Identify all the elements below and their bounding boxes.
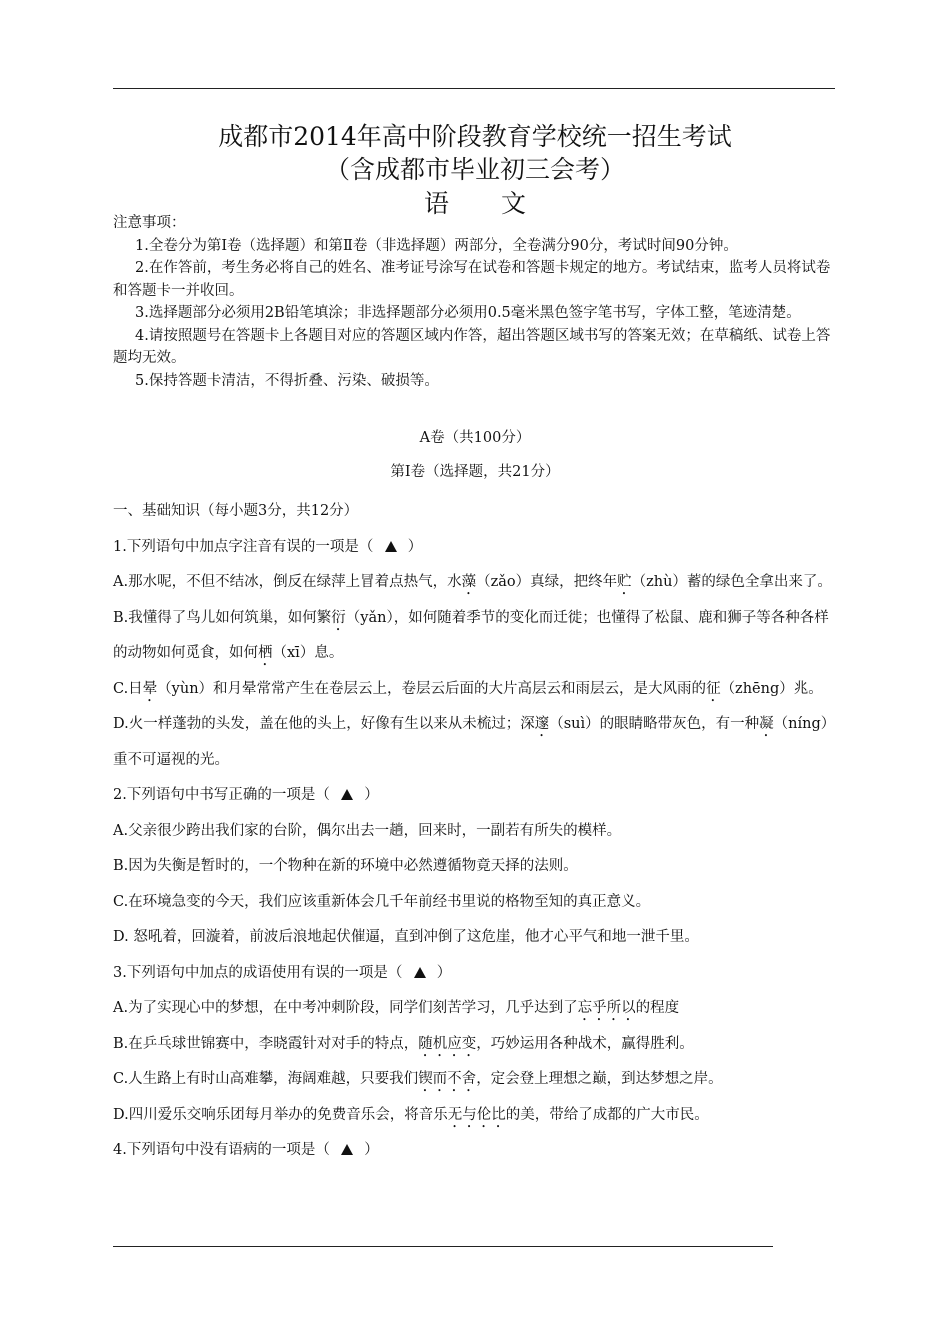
question-2-option-d: D. 怒吼着，回漩着，前波后浪地起伏催逼，直到冲倒了这危崖，他才心平气和地一泄千里。 xyxy=(113,929,699,945)
answer-triangle-icon xyxy=(414,967,426,978)
question-3-option-d: D.四川爱乐交响乐团每月举办的免费音乐会，将音乐无与伦比的美，带给了成都的广大市民。 xyxy=(113,1106,709,1123)
notice-item: 5.保持答题卡清洁，不得折叠、污染、破损等。 xyxy=(135,372,439,389)
question-3-option-a: A.为了实现心中的梦想，在中考冲刺阶段，同学们刻苦学习，几乎达到了忘乎所以的程度 xyxy=(113,1000,680,1016)
notice-block xyxy=(113,212,837,392)
answer-triangle-icon xyxy=(385,541,397,552)
question-2-option-a: A.父亲很少跨出我们家的台阶，偶尔出去一趟，回来时，一副若有所失的模样。 xyxy=(113,822,622,839)
question-1-option-a: A.那水呢，不但不结冰，倒反在绿萍上冒着点热气，水藻（zǎo）真绿，把终年贮（zhù）蓄的绿色全拿出来了。 xyxy=(113,574,832,590)
question-1-stem: 1.下列语句中加点字注音有误的一项是（ ） xyxy=(113,538,423,555)
exam-subtitle: （含成都市毕业初三会考） xyxy=(324,155,625,184)
question-1-option-b: B.我懂得了鸟儿如何筑巢，如何繁衍（yǎn），如何随着季节的变化而迁徙；也懂得了松鼠、鹿和狮子等各种各样的动物如何觅食，如何栖（xī）息。 xyxy=(113,609,829,661)
part-1-heading: 第Ⅰ卷（选择题，共21分） xyxy=(390,464,560,480)
question-3-option-b: B.在乒乓球世锦赛中，李晓霞针对对手的特点，随机应变，巧妙运用各种战术，赢得胜利。 xyxy=(113,1035,694,1052)
question-1-option-c: C.日晕（yùn）和月晕常常产生在卷层云上，卷层云后面的大片高层云和雨层云，是大风雨的征（zhēng）兆。 xyxy=(113,680,823,697)
subject-title: 语文 xyxy=(423,189,578,218)
question-4-stem: 4.下列语句中没有语病的一项是（ ） xyxy=(113,1142,379,1158)
question-2-option-b: B.因为失衡是暂时的，一个物种在新的环境中必然遵循物竟天择的法则。 xyxy=(113,858,578,874)
volume-a-heading: A卷（共100分） xyxy=(419,430,531,446)
question-3-option-c: C.人生路上有时山高难攀，海阔难越，只要我们锲而不舍，定会登上理想之巅，到达梦想之岸。 xyxy=(113,1071,723,1087)
question-3-stem: 3.下列语句中加点的成语使用有误的一项是（ ） xyxy=(113,964,452,981)
question-2-stem: 2.下列语句中书写正确的一项是（ ） xyxy=(113,787,379,803)
answer-triangle-icon xyxy=(341,789,353,800)
question-area xyxy=(113,494,839,1169)
bottom-rule xyxy=(113,1246,773,1247)
notice-item: 3.选择题部分必须用2B铅笔填涂；非选择题部分必须用0.5毫米黑色签字笔书写，字体工整，笔迹清楚。 xyxy=(135,305,801,321)
question-1-option-d: D.火一样蓬勃的头发，盖在他的头上，好像有生以来从未梳过；深邃（suì）的眼睛略带灰色，有一种凝（níng）重不可逼视的光。 xyxy=(113,716,836,768)
question-2-option-c: C.在环境急变的今天，我们应该重新体会几千年前经书里说的格物至知的真正意义。 xyxy=(113,893,651,910)
top-rule xyxy=(113,88,835,89)
notice-item: 2.在作答前，考生务必将自己的姓名、准考证号涂写在试卷和答题卡规定的地方。考试结束，监考人员将试卷和答题卡一并收回。 xyxy=(113,260,831,299)
answer-triangle-icon xyxy=(341,1144,353,1155)
exam-title: 成都市2014年高中阶段教育学校统一招生考试 xyxy=(218,122,732,151)
notice-item: 1.全卷分为第Ⅰ卷（选择题）和第Ⅱ卷（非选择题）两部分，全卷满分90分，考试时间90分钟。 xyxy=(135,237,738,254)
notice-heading: 注意事项： xyxy=(113,215,186,231)
subsection-heading: 一、基础知识（每小题3分，共12分） xyxy=(113,503,359,519)
notice-item: 4.请按照题号在答题卡上各题目对应的答题区域内作答，超出答题区域书写的答案无效；在草稿纸、试卷上答题均无效。 xyxy=(113,327,831,366)
